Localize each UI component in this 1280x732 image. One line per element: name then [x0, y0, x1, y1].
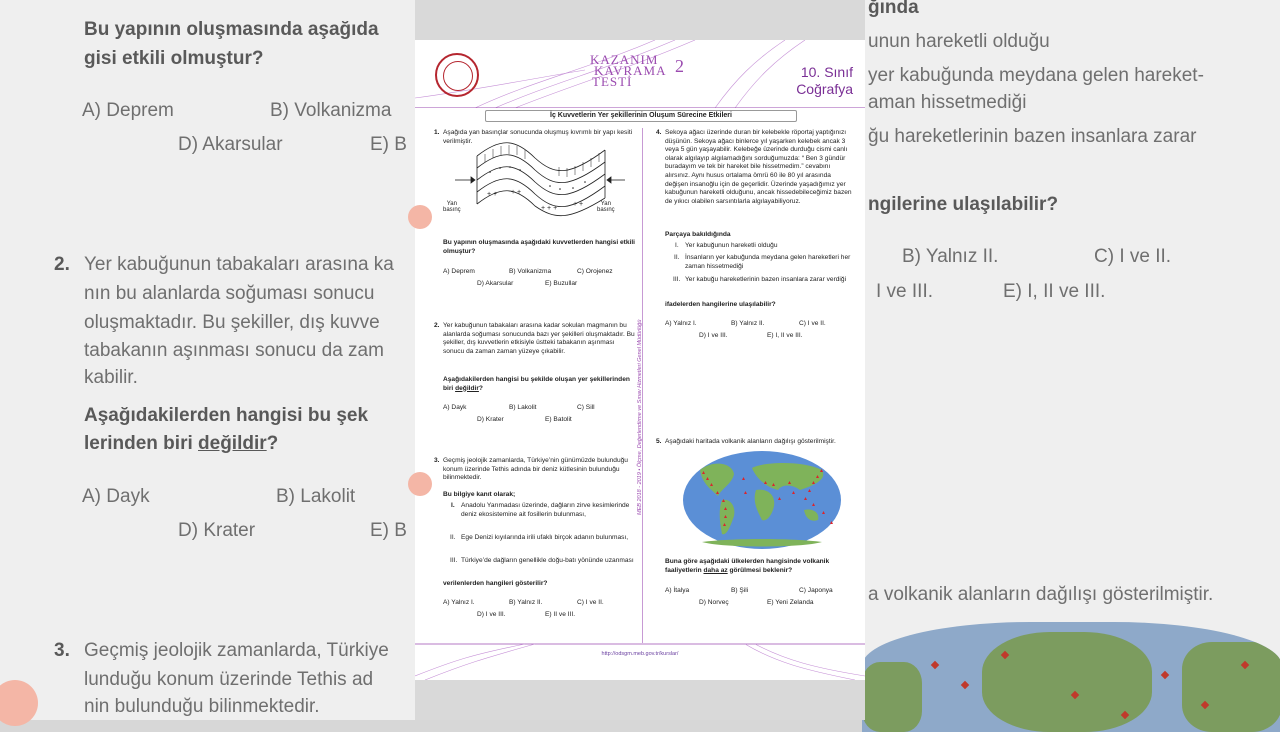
q3-stem: Bu bilgiye kanıt olarak;: [443, 491, 516, 498]
bg-q2-line1: Yer kabuğunun tabakaları arasına ka: [84, 254, 394, 275]
bg-q1-option-e: E) B: [370, 134, 407, 155]
bg-right-line3: aman hissetmediği: [868, 92, 1027, 113]
pen-button-icon[interactable]: [408, 472, 432, 496]
bg-q3-line3: nin bulunduğu bilinmektedir.: [84, 696, 320, 717]
svg-text:+ + +: + + +: [541, 205, 558, 212]
bg-q1-option-a: A) Deprem: [82, 100, 174, 121]
bg-q2-option-e: E) B: [370, 520, 407, 541]
q3-option-d[interactable]: D) I ve III.: [477, 611, 506, 618]
bg-right-option-b: B) Yalnız II.: [902, 246, 999, 267]
q3-item-3: III. Türkiye’de dağların genellikle doğu-batı yönünde uzanması: [450, 557, 634, 564]
bg-q2-number: 2.: [54, 254, 70, 275]
q5-stem: Buna göre aşağıdaki ülkelerden hangisinde volkanik faaliyetlerin daha az görülmesi beklenir?: [665, 558, 830, 574]
bg-right-option-e: E) I, II ve III.: [1003, 281, 1106, 302]
bg-q2-line3: oluşmaktadır. Bu şekiller, dış kuvve: [84, 312, 380, 333]
bg-pen-button-icon: [0, 680, 38, 726]
q1-right-pressure-label: Yan basınç: [597, 201, 615, 213]
meb-logo: [435, 53, 479, 97]
q1-text: 1. Aşağıda yan basınçlar sonucunda oluşmuş kıvrımlı bir yapı kesiti verilmiştir.: [434, 129, 633, 145]
q4-option-d[interactable]: D) I ve III.: [699, 332, 728, 339]
footer-decoration: [415, 640, 865, 680]
svg-text:+ +: + +: [573, 201, 584, 208]
top-letterbox: [415, 0, 865, 40]
q5-option-c[interactable]: C) Japonya: [799, 587, 833, 594]
bg-q3-line1: Geçmiş jeolojik zamanlarda, Türkiye: [84, 640, 389, 661]
bg-q3-number: 3.: [54, 640, 70, 661]
bg-q2-option-a: A) Dayk: [82, 486, 150, 507]
q1-option-e[interactable]: E) Buzullar: [545, 280, 578, 287]
test-title: KAZANIM KAVRAMA TESTİ: [590, 52, 667, 89]
grade-subject: 10. Sınıf Coğrafya: [796, 64, 853, 97]
q4-item-2: II. İnsanların yer kabuğunda meydana gelen hareketleri her zaman hissetmediği: [674, 254, 851, 270]
q2-option-e[interactable]: E) Batolit: [545, 416, 572, 423]
q3-stem-2: verilenlerden hangileri gösterilir?: [443, 580, 548, 587]
q1-stem: Bu yapının oluşmasında aşağıdaki kuvvetlerden hangisi etkili olmuştur?: [443, 239, 636, 255]
test-number: 2: [675, 56, 684, 76]
footer-url[interactable]: http://odsgm.meb.gov.tr/kurslar/: [601, 651, 679, 657]
bg-right-line1: unun hareketli olduğu: [868, 31, 1050, 52]
bg-q1-option-d: D) Akarsular: [178, 134, 283, 155]
q4-item-1: I. Yer kabuğunun hareketli olduğu: [675, 242, 778, 249]
q2-option-c[interactable]: C) Sill: [577, 404, 595, 411]
svg-text:+ +: + +: [487, 191, 498, 198]
q4-option-c[interactable]: C) I ve II.: [799, 320, 826, 327]
bg-right-q5: a volkanik alanların dağılışı gösterilmiştir.: [868, 584, 1214, 605]
q4-option-e[interactable]: E) I, II ve III.: [767, 332, 803, 339]
q4-item-3: III. Yer kabuğu hareketlerinin bazen insanlara zarar verdiği: [673, 276, 847, 283]
bg-q1-stem-line1: Bu yapının oluşmasında aşağıda: [84, 19, 379, 40]
q5-option-e[interactable]: E) Yeni Zelanda: [767, 599, 814, 606]
q3-text: 3. Geçmiş jeolojik zamanlarda, Türkiye’nin günümüzde bulunduğu konum üzerinde Tethis adında bir deniz kütlesinin bulunduğu bilinmektedir.: [434, 457, 628, 482]
q4-text: 4. Sekoya ağacı üzerinde duran bir kelebekle röportaj yaptığınızı düşünün. Sekoya ağacı binlerce yıl yaşarken kelebek ancak 3 veya 5 gün yaşayabilir. Kelebeğe üzerinde durduğu cismi canlı olarak algılayıp algılamadığını sorduğumuzda: “ Ben 3 gündür buradayım ve tek bir hareket bile hissetmedim.” cevabını alırsınız. Aynı husus ortalama ömrü 60 ile 80 yıl arasında değişen insanoğlu için de geçerlidir. Üzerinde yaşadığımız yer kabuğunun hareketli olduğunu, ancak hissedebileceğimiz bazen de yıkıcı olabilen sarsıntılarla algılayabiliyoruz.: [656, 129, 852, 205]
worksheet-page: [415, 40, 865, 680]
bg-right-line0: ğında: [868, 0, 919, 18]
bg-q2-line2: nın bu alanlarda soğuması sonucu: [84, 283, 375, 304]
bg-right-line2: yer kabuğunda meydana gelen hareket-: [868, 65, 1204, 86]
bg-q1-stem-line2: gisi etkili olmuştur?: [84, 48, 264, 69]
bg-q1-option-b: B) Volkanizma: [270, 100, 392, 121]
q1-left-pressure-label: Yan basınç: [443, 201, 461, 213]
q3-option-e[interactable]: E) II ve III.: [545, 611, 576, 618]
bg-right-line4: ğu hareketlerinin bazen insanlara zarar: [868, 126, 1197, 147]
q4-option-a[interactable]: A) Yalnız I.: [665, 320, 697, 327]
q2-option-b[interactable]: B) Lakolit: [509, 404, 537, 411]
q1-option-d[interactable]: D) Akarsular: [477, 280, 514, 287]
volcano-world-map: [682, 450, 842, 550]
bg-q2-option-b: B) Lakolit: [276, 486, 356, 507]
q4-stem: Parçaya bakıldığında: [665, 231, 731, 238]
q3-option-a[interactable]: A) Yalnız I.: [443, 599, 475, 606]
bg-right-option-d: I ve III.: [876, 281, 934, 302]
svg-text:+ +: + +: [511, 189, 522, 196]
bg-right-line5: ngilerine ulaşılabilir?: [868, 194, 1059, 215]
q2-stem: Aşağıdakilerden hangisi bu şekilde oluşan yer şekillerinden biri değildir?: [443, 376, 630, 392]
bg-q3-line2: lunduğu konum üzerinde Tethis ad: [84, 669, 374, 690]
bg-world-map: [862, 622, 1280, 732]
q3-option-b[interactable]: B) Yalnız II.: [509, 599, 543, 606]
q5-option-a[interactable]: A) İtalya: [665, 587, 690, 594]
q1-option-b[interactable]: B) Volkanizma: [509, 268, 552, 275]
topic-title: İç Kuvvetlerin Yer şekillerinin Oluşum Sürecine Etkileri: [485, 110, 797, 122]
q3-option-c[interactable]: C) I ve II.: [577, 599, 604, 606]
q5-text: 5. Aşağıdaki haritada volkanik alanların dağılışı gösterilmiştir.: [656, 438, 836, 445]
bg-q2-line4: tabakanın aşınması sonucu da zam: [84, 340, 384, 361]
q2-text: 2. Yer kabuğunun tabakaları arasına kadar sokulan magmanın bu alanlarda soğuması sonucunda bazı yer şekilleri oluşmaktadır. Bu şekiller, dış kuvvetlerin etkisiyle üstteki tabakanın aşınması sonucu da zaman zaman yüzeye çıkabilir.: [434, 322, 635, 355]
q1-option-a[interactable]: A) Deprem: [443, 268, 475, 275]
q5-option-b[interactable]: B) Şili: [731, 587, 749, 594]
bg-q2-stem-line1: Aşağıdakilerden hangisi bu şek: [84, 405, 369, 426]
q4-stem-2: ifadelerden hangilerine ulaşılabilir?: [665, 301, 776, 308]
bg-q2-stem-line2: lerinden biri değildir?: [84, 433, 279, 454]
bg-right-option-c: C) I ve II.: [1094, 246, 1172, 267]
side-publisher-text: MEB 2018 - 2019 • Ölçme, Değerlendirme ve Sınav Hizmetleri Genel Müdürlüğü: [637, 319, 643, 515]
q4-option-b[interactable]: B) Yalnız II.: [731, 320, 765, 327]
camera-button-icon[interactable]: [408, 205, 432, 229]
q2-option-d[interactable]: D) Krater: [477, 416, 504, 423]
bg-q2-line5: kabilir.: [84, 367, 138, 388]
q1-option-c[interactable]: C) Orojenez: [577, 268, 613, 275]
q2-option-a[interactable]: A) Dayk: [443, 404, 467, 411]
bottom-letterbox: [415, 680, 865, 720]
q5-option-d[interactable]: D) Norveç: [699, 599, 729, 606]
q3-item-1: I. Anadolu Yarımadası üzerinde, dağların zirve kesimlerinde deniz ekosistemine ait fosillerin bulunması,: [451, 502, 630, 518]
q3-item-2: II. Ege Denizi kıyılarında irili ufaklı birçok adanın bulunması,: [450, 534, 629, 541]
bg-q2-option-d: D) Krater: [178, 520, 256, 541]
